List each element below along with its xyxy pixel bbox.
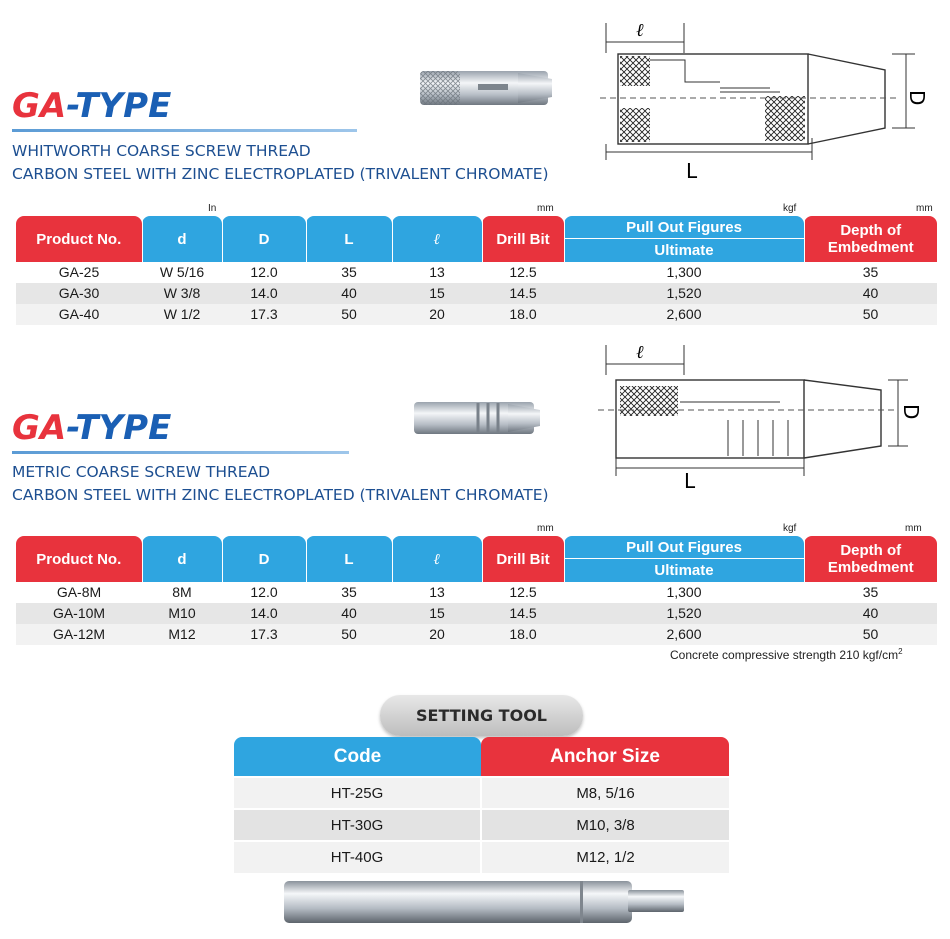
section2-line2: CARBON STEEL WITH ZINC ELECTROPLATED (TRIVALENT CHROMATE) [12,486,549,504]
diagram2-label-D: D [899,404,923,420]
section2-title [12,408,171,448]
anchor-diagram-metric [598,340,923,493]
cell: 1,300 [564,582,804,603]
header-depth: Depth of Embedment [804,216,937,262]
cell: 1,520 [564,603,804,624]
header-l: ℓ [392,536,482,582]
header-product: Product No. [16,216,142,262]
section2-title-rule [12,451,349,454]
cell: 12.0 [222,582,306,603]
cell: 1,520 [564,283,804,304]
header-d: d [142,536,222,582]
cell: 14.0 [222,603,306,624]
cell: 50 [306,624,392,645]
cell: 18.0 [482,304,564,325]
diagram1-label-D: D [905,90,929,106]
cell: 8M [142,582,222,603]
cell: GA-30 [16,283,142,304]
cell: 14.5 [482,283,564,304]
cell: 14.0 [222,283,306,304]
cell: HT-25G [234,777,481,809]
note-text: Concrete compressive strength 210 kgf/cm [670,648,899,662]
header-depth: Depth of Embedment [804,536,937,582]
unit-mm: mm [537,203,554,214]
cell: 40 [306,283,392,304]
cell: GA-10M [16,603,142,624]
cell: 50 [306,304,392,325]
cell: 50 [804,304,937,325]
section1-line1: WHITWORTH COARSE SCREW THREAD [12,142,311,160]
header-L: L [306,536,392,582]
diagram2-label-l: ℓ [636,342,644,363]
spec-table-whitworth [16,216,937,325]
unit-kgf: kgf [783,203,797,214]
unit-mm-depth: mm [916,203,933,214]
anchor-photo-metric [412,397,542,441]
cell: 20 [392,624,482,645]
cell: 40 [804,603,937,624]
header-drill-bit: Drill Bit [482,216,564,262]
cell: 1,300 [564,262,804,283]
cell: W 3/8 [142,283,222,304]
table-row [234,809,729,841]
table-row [234,777,729,809]
table-row [234,841,729,873]
setting-tool-title: SETTING TOOL [380,695,583,736]
cell: 2,600 [564,624,804,645]
cell: 35 [306,582,392,603]
cell: M10 [142,603,222,624]
header-product: Product No. [16,536,142,582]
header-ultimate: Ultimate [654,562,714,579]
header-pull-out [564,216,804,262]
header-l: ℓ [392,216,482,262]
table-row [16,283,937,304]
header-L: L [306,216,392,262]
header-anchor-size: Anchor Size [481,737,729,777]
cell: 17.3 [222,304,306,325]
cell: 35 [804,262,937,283]
header-pull-out-figures: Pull Out Figures [565,536,804,559]
concrete-strength-note [670,647,903,662]
cell: 20 [392,304,482,325]
header-ultimate: Ultimate [654,242,714,259]
header-pull-out-figures: Pull Out Figures [565,216,804,239]
diagram1-label-L: L [686,159,698,183]
cell: M12, 1/2 [481,841,729,873]
table-row [16,582,937,603]
header-d: d [142,216,222,262]
cell: GA-40 [16,304,142,325]
table-row [16,624,937,645]
anchor-diagram-whitworth [600,18,929,183]
section2-line1: METRIC COARSE SCREW THREAD [12,463,271,481]
cell: 40 [306,603,392,624]
cell: 14.5 [482,603,564,624]
header-pull-out [564,536,804,582]
note-sup: 2 [898,647,903,656]
setting-tool-table [234,737,729,873]
diagram2-label-L: L [684,469,696,493]
header-D: D [222,216,306,262]
header-D: D [222,536,306,582]
table-row [16,603,937,624]
unit-in: In [208,203,217,214]
section1-title [12,86,171,126]
setting-tool-photo [280,878,690,928]
cell: HT-30G [234,809,481,841]
cell: 15 [392,283,482,304]
section1-line2: CARBON STEEL WITH ZINC ELECTROPLATED (TRIVALENT CHROMATE) [12,165,549,183]
section1-title-rule [12,129,357,132]
cell: 40 [804,283,937,304]
cell: GA-25 [16,262,142,283]
cell: M10, 3/8 [481,809,729,841]
cell: GA-8M [16,582,142,603]
section2-title-type: -TYPE [66,408,172,448]
unit-mm-2: mm [537,523,554,534]
cell: HT-40G [234,841,481,873]
anchor-photo-whitworth [418,66,554,112]
header-code: Code [234,737,481,777]
cell: W 5/16 [142,262,222,283]
section1-title-type: -TYPE [66,86,172,126]
diagram1-label-l: ℓ [636,20,644,41]
table-row [16,304,937,325]
cell: 35 [306,262,392,283]
cell: 12.5 [482,262,564,283]
cell: 12.0 [222,262,306,283]
cell: M8, 5/16 [481,777,729,809]
cell: M12 [142,624,222,645]
section1-title-ga: GA [12,86,67,126]
cell: 13 [392,582,482,603]
unit-mm-depth-2: mm [905,523,922,534]
spec-table-metric [16,536,937,645]
cell: 50 [804,624,937,645]
cell: 13 [392,262,482,283]
header-drill-bit: Drill Bit [482,536,564,582]
cell: GA-12M [16,624,142,645]
cell: 17.3 [222,624,306,645]
cell: 2,600 [564,304,804,325]
table-row [16,262,937,283]
unit-kgf-2: kgf [783,523,797,534]
cell: 18.0 [482,624,564,645]
section2-title-ga: GA [12,408,67,448]
cell: 15 [392,603,482,624]
cell: 12.5 [482,582,564,603]
cell: W 1/2 [142,304,222,325]
cell: 35 [804,582,937,603]
